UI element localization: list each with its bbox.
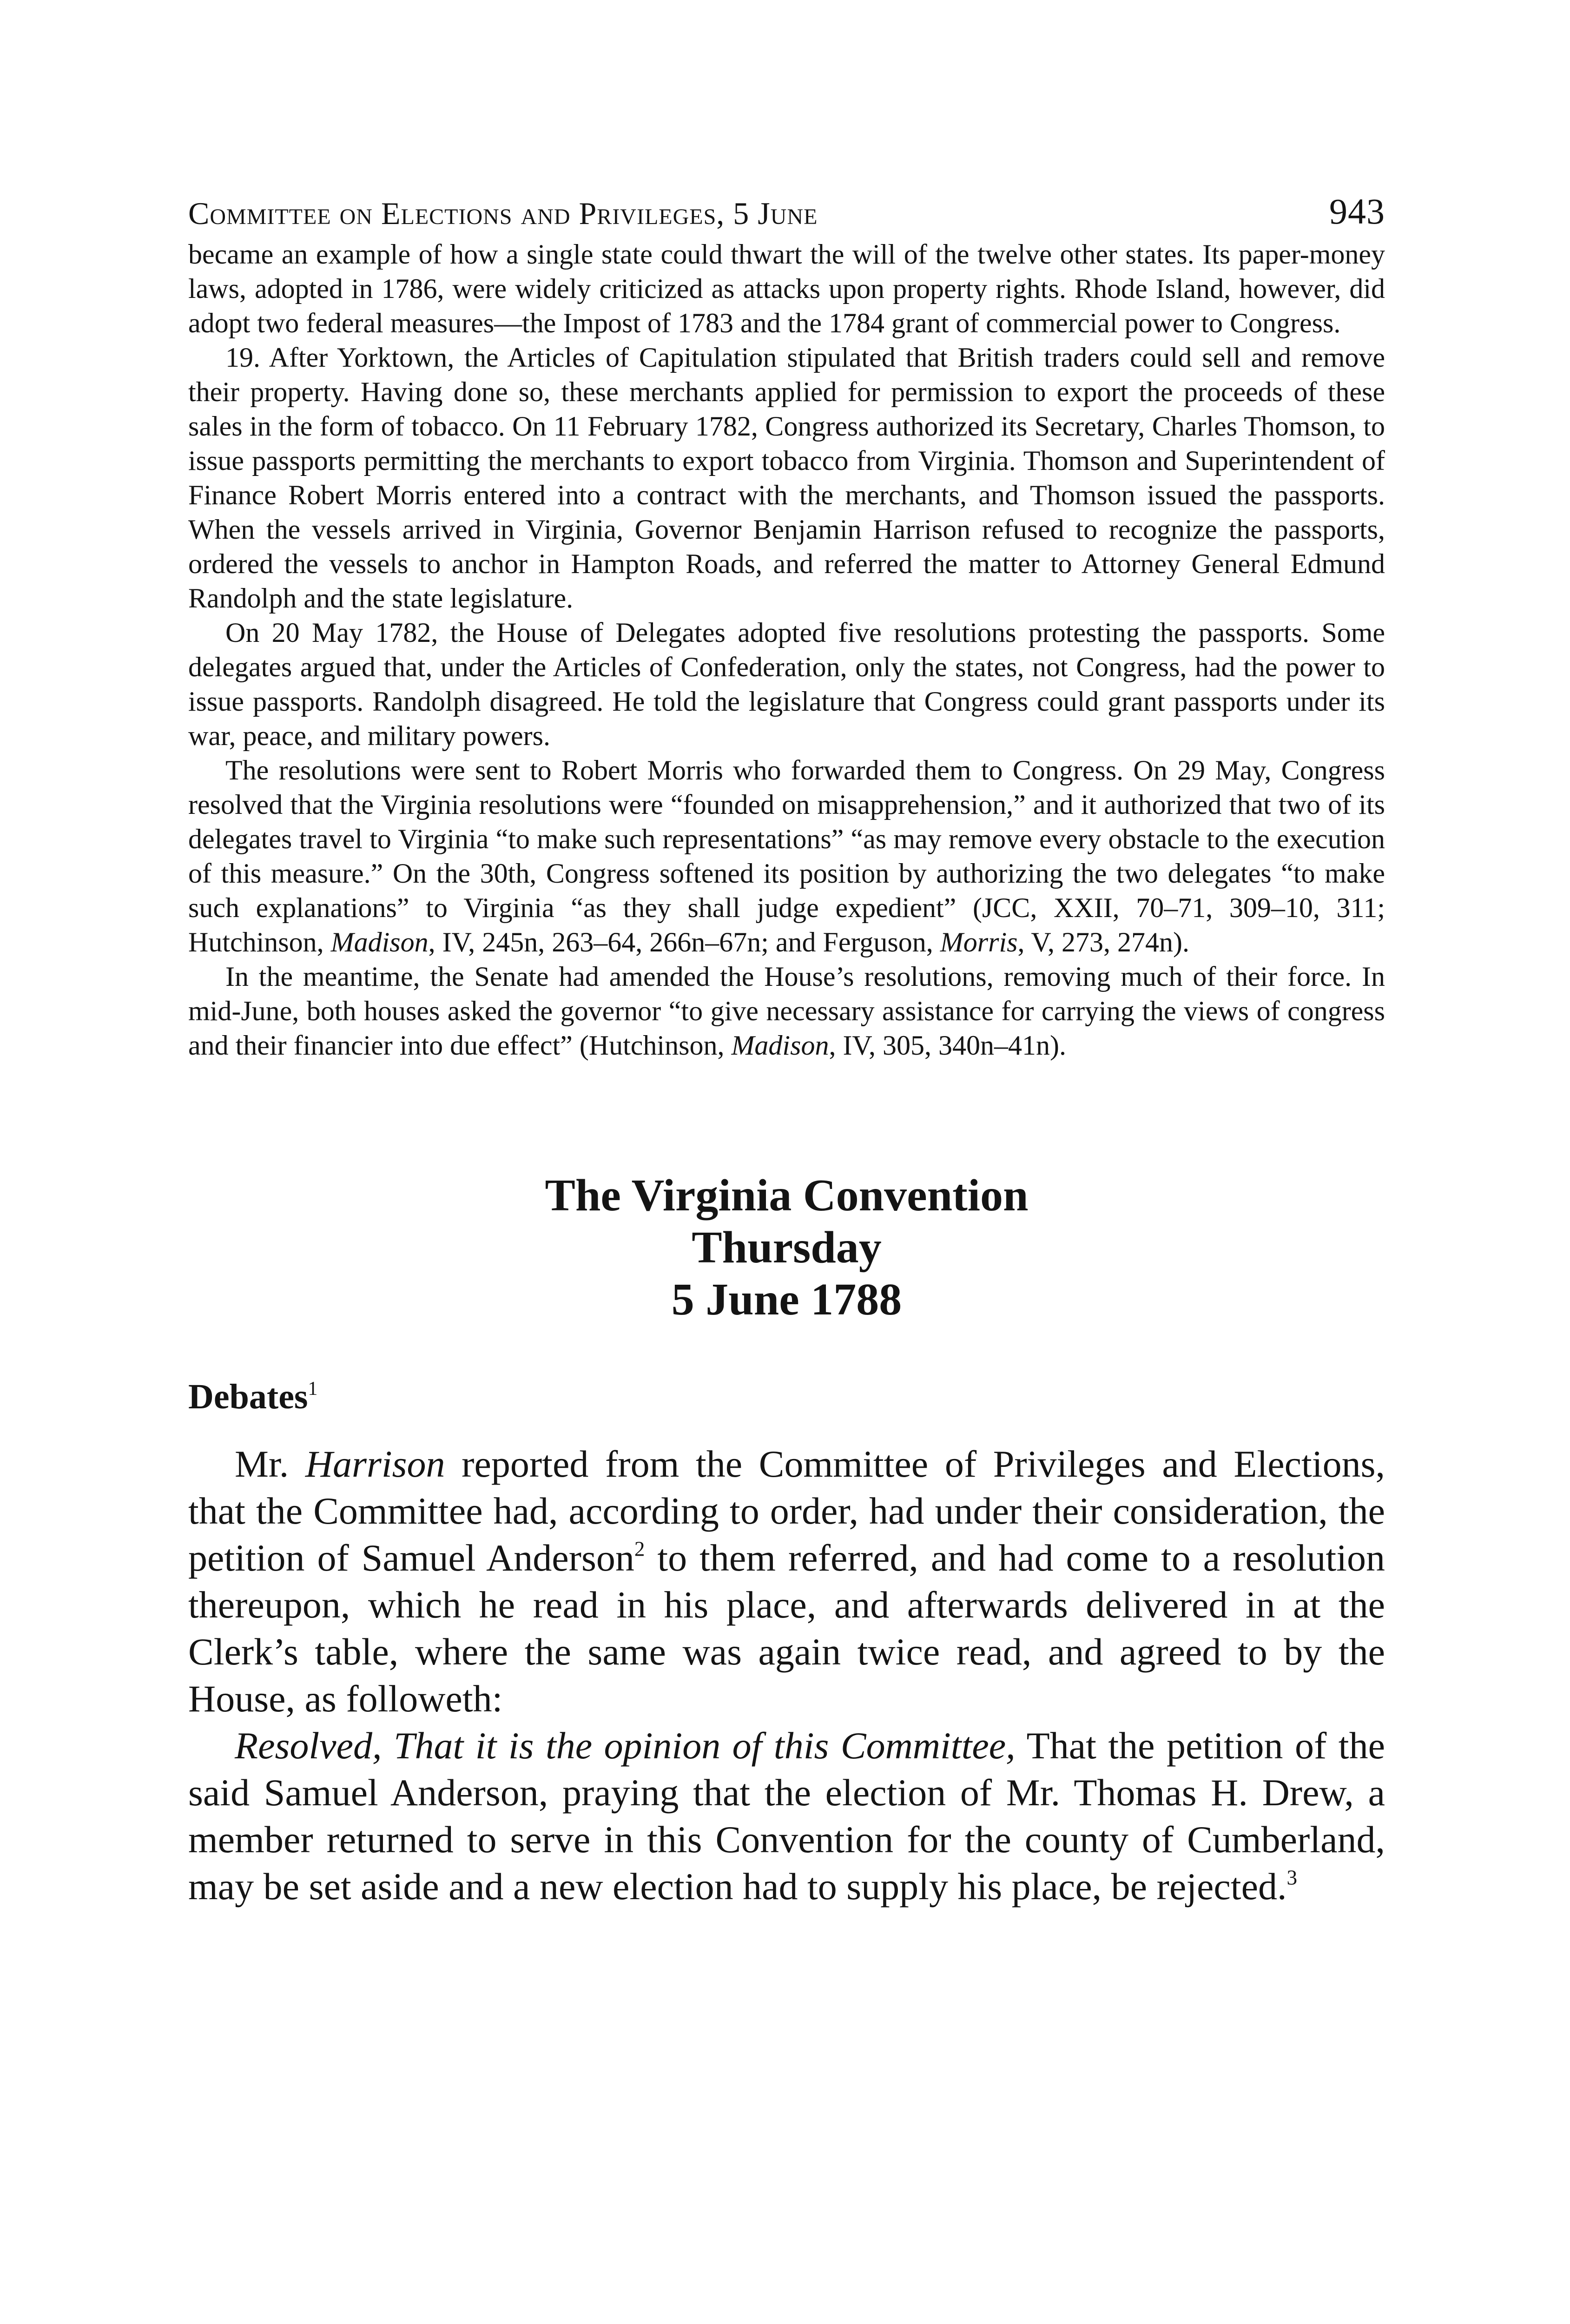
debates-heading: [188, 1377, 1385, 1417]
note-4-madison: Madison: [330, 927, 429, 957]
debates-p2-text-a: That the petition of the said Samuel Anderson, praying that the election of Mr. Thomas H. Drew, a member returned to serve in this Convention for the county of Cumberland, may be set aside and a new election had to supply his place, be rejected.: [188, 1724, 1385, 1908]
section-title-line-1: The Virginia Convention: [545, 1170, 1029, 1221]
note-5-madison: Madison: [731, 1030, 829, 1061]
debates-heading-note-ref: 1: [308, 1378, 318, 1400]
debates-p1-text-a: Mr.: [235, 1443, 305, 1485]
debates-p2-note-ref: 3: [1286, 1866, 1298, 1889]
note-paragraph-3: On 20 May 1782, the House of Delegates adopted five resolutions protesting the passports. Some delegates argued that, under the Articles of Confederation, only the states, not Congress, had the power to issue passports. Randolph disagreed. He told the legislature that Congress could grant passports under its war, peace, and military powers.: [188, 617, 1385, 751]
section-title-line-2: Thursday: [692, 1222, 882, 1273]
running-head: [188, 186, 1385, 237]
note-4-morris: Morris: [940, 927, 1018, 957]
debates-heading-text: Debates: [188, 1377, 308, 1416]
note-paragraph-2: 19. After Yorktown, the Articles of Capitulation stipulated that British traders could sell and remove their property. Having done so, these merchants applied for permission to export the proceeds of these sales in the form of tobacco. On 11 February 1782, Congress authorized its Secretary, Charles Thomson, to issue passports permitting the merchants to export tobacco from Virginia. Thomson and Superintendent of Finance Robert Morris entered into a contract with the merchants, and Thomson issued the passports. When the vessels arrived in Virginia, Governor Benjamin Harrison refused to recognize the passports, ordered the vessels to anchor in Hampton Roads, and referred the matter to Attorney General Edmund Randolph and the state legislature.: [188, 342, 1385, 614]
note-4-text-a: The resolutions were sent to Robert Morris who forwarded them to Congress. On 29 May, Congress resolved that the Virginia resolutions were “founded on misapprehension,” and it authorized that two of its delegates travel to Virginia “to make such representations” “as may remove every obstacle to the execution of this measure.” On the 30th, Congress softened its position by authorizing the two delegates “to make such explanations” to Virginia “as they shall judge expedient” (JCC, XXII, 70–71, 309–10, 311; Hutchinson,: [188, 755, 1385, 957]
debates-p1-text-c: to them referred, and had come to a resolution thereupon, which he read in his place, and afterwards delivered in at the Clerk’s table, where the same was again twice read, and agreed to by the House, as followeth:: [188, 1537, 1385, 1720]
debates-p1-harrison: Harrison: [305, 1443, 445, 1485]
note-paragraph-4: [188, 753, 1385, 959]
note-paragraph-5: [188, 959, 1385, 1063]
debates-p2-resolved: Resolved, That it is the opinion of this Committee,: [235, 1724, 1016, 1767]
page-number: 943: [1329, 191, 1385, 231]
debates-body: [188, 1440, 1385, 1910]
page: [188, 186, 1385, 1910]
debates-paragraph-2: [188, 1722, 1385, 1910]
debates-p1-note-ref: 2: [634, 1537, 645, 1561]
section-title: [188, 1169, 1385, 1326]
note-4-text-b: , IV, 245n, 263–64, 266n–67n; and Ferguson,: [428, 927, 940, 957]
note-5-text-b: , IV, 305, 340n–41n).: [829, 1030, 1067, 1061]
section-title-line-3: 5 June 1788: [671, 1274, 902, 1325]
note-paragraph-1: became an example of how a single state could thwart the will of the twelve other states. Its paper-money laws, adopted in 1786, were widely criticized as attacks upon property rights. Rhode Island, however, did adopt two federal measures—the Impost of 1783 and the 1784 grant of commercial power to Congress.: [188, 239, 1385, 338]
note-5-text-a: In the meantime, the Senate had amended the House’s resolutions, removing much of their force. In mid-June, both houses asked the governor “to give necessary assistance for carrying the views of congress and their financier into due effect” (Hutchinson,: [188, 961, 1385, 1061]
running-head-title: Committee on Elections and Privileges, 5 June: [188, 196, 818, 231]
debates-p1-text-b: reported from the Committee of Privileges and Elections, that the Committee had, according to order, had under their consideration, the petition of Samuel Anderson: [188, 1443, 1385, 1579]
endnotes: [188, 237, 1385, 1063]
debates-paragraph-1: [188, 1440, 1385, 1722]
note-4-text-c: , V, 273, 274n).: [1017, 927, 1189, 957]
